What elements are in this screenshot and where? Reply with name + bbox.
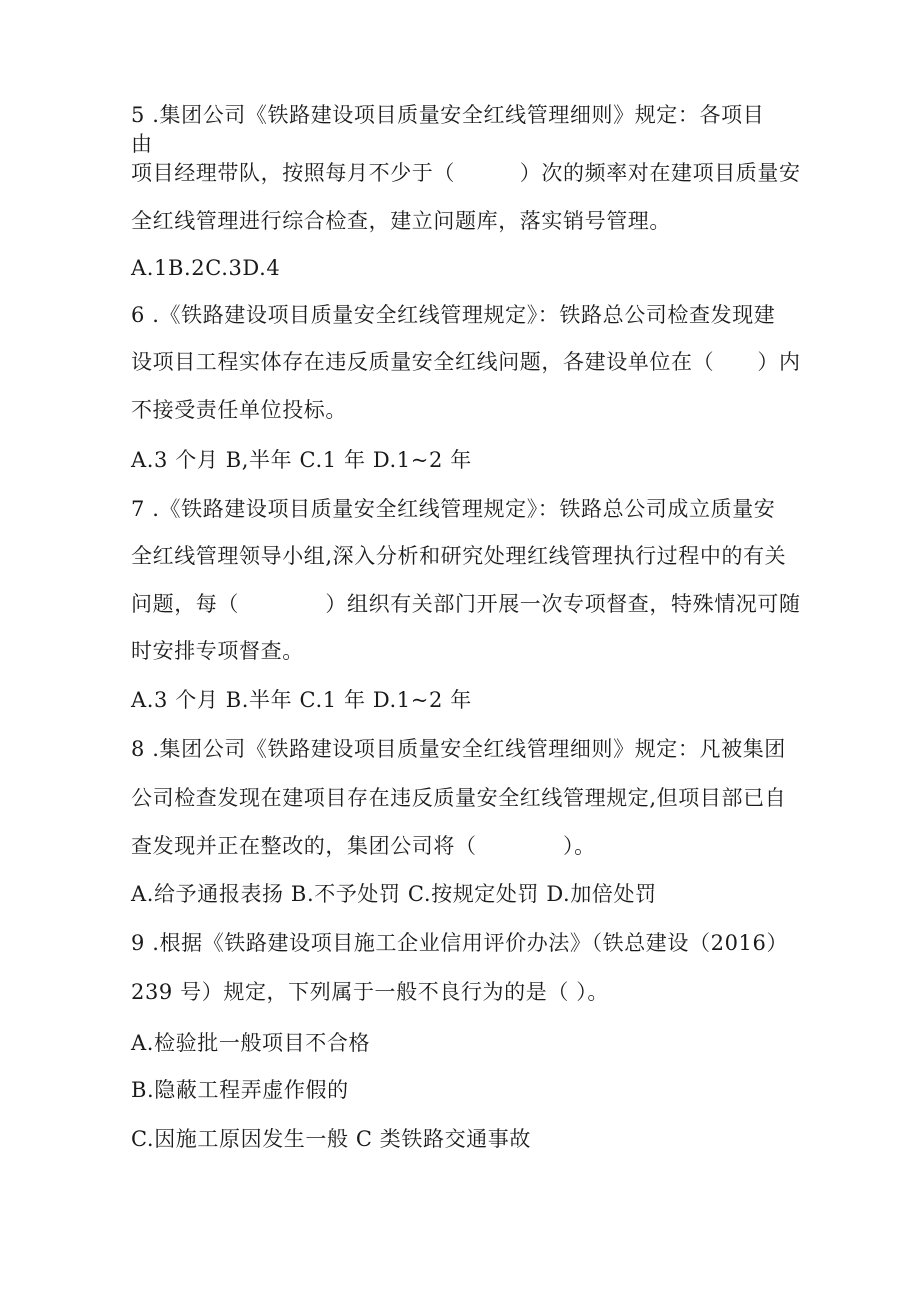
q9-option-c: C.因施工原因发生一般 C 类铁路交通事故 (131, 1127, 532, 1151)
q5-line-3: 项目经理带队，按照每月不少于（ ）次的频率对在建项目质量安 (131, 161, 801, 185)
q5-line-2: 由 (131, 132, 153, 156)
q7-options: A.3 个月 B.半年 C.1 年 D.1~2 年 (131, 688, 472, 712)
q7-line-4: 时安排专项督查。 (131, 639, 304, 663)
q8-line-3: 查发现并正在整改的，集团公司将（ ）。 (131, 834, 596, 858)
q8-line-1: 8 .集团公司《铁路建设项目质量安全红线管理细则》规定：凡被集团 (131, 737, 786, 761)
q9-option-b: B.隐蔽工程弄虚作假的 (131, 1078, 349, 1102)
q6-line-3: 不接受责任单位投标。 (131, 398, 347, 422)
q9-line-1: 9 .根据《铁路建设项目施工企业信用评价办法》（铁总建设（2016） (131, 931, 789, 955)
q5-line-4: 全红线管理进行综合检查，建立问题库，落实销号管理。 (131, 209, 671, 233)
q6-line-1: 6 .《铁路建设项目质量安全红线管理规定》：铁路总公司检查发现建 (131, 303, 776, 327)
q7-line-1: 7 .《铁路建设项目质量安全红线管理规定》：铁路总公司成立质量安 (131, 497, 776, 521)
q7-line-3: 问题，每（ ）组织有关部门开展一次专项督查，特殊情况可随 (131, 592, 801, 616)
q6-line-2: 设项目工程实体存在违反质量安全红线问题，各建设单位在（ ）内 (131, 350, 801, 374)
q9-line-2: 239 号）规定，下列属于一般不良行为的是（ ）。 (131, 980, 609, 1004)
q5-options: A.1B.2C.3D.4 (131, 256, 281, 280)
q5-line-1: 5 .集团公司《铁路建设项目质量安全红线管理细则》规定：各项目 (131, 103, 765, 127)
q7-line-2: 全红线管理领导小组,深入分析和研究处理红线管理执行过程中的有关 (131, 544, 787, 568)
q8-line-2: 公司检查发现在建项目存在违反质量安全红线管理规定,但项目部已自 (131, 786, 787, 810)
q9-option-a: A.检验批一般项目不合格 (131, 1031, 371, 1055)
q6-options: A.3 个月 B,半年 C.1 年 D.1~2 年 (131, 448, 472, 472)
q8-options: A.给予通报表扬 B.不予处罚 C.按规定处罚 D.加倍处罚 (131, 882, 657, 906)
